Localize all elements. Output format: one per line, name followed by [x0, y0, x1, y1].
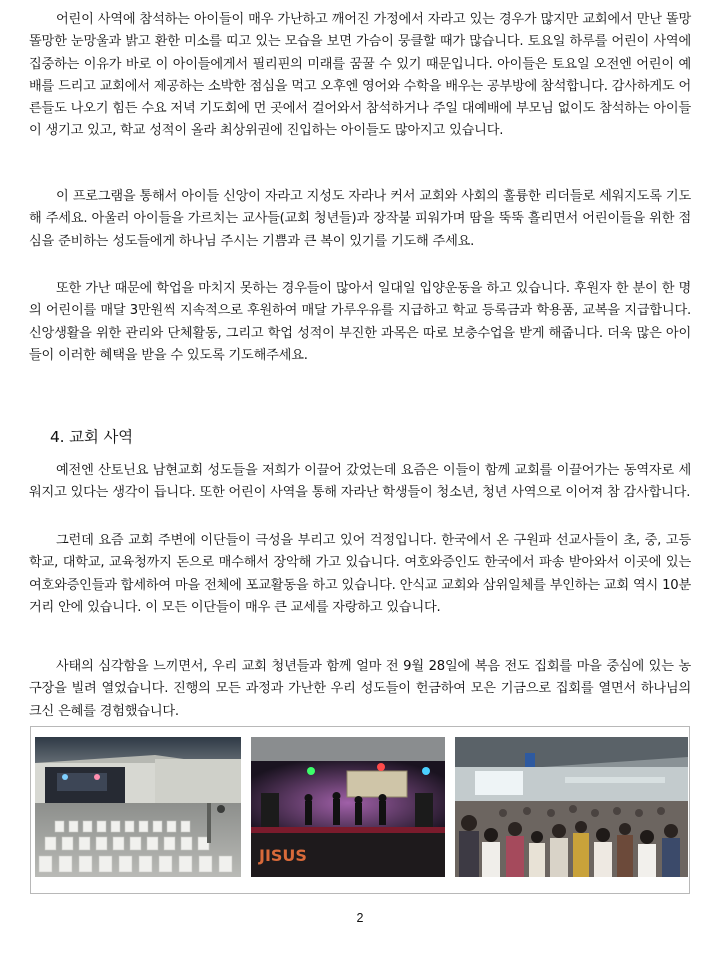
paragraph-text: 어린이 사역에 참석하는 아이들이 매우 가난하고 깨어진 가정에서 자라고 있는 경우가 많지만 교회에서 만난 똘망똘망한 눈망울과 밝고 환한 미소를 띠고 있는 모습을 보면 가슴이 뭉클할 때가 많습니다. 토요일 하루를 어린이 사역에 집중하는 이유가 바로 이 아이들에게서 필리핀의 미래를 꿈꿀 수 있기 때문입니다. 아이들은 토요일 오전엔 어린이 예배를 드리고 교회에서 제공하는 소박한 점심을 먹고 오후엔 영어와 수학을 배우는 공부방에 참석합니다. 감사하게도 어른들도 나오기 힘든 수요 저녁 기도회에 먼 곳에서 걸어와서 참석하거나 주일 대예배에 부모님 없이도 참석하는 아이들이 생기고 있고, 학교 성적이 올라 최상위권에 진입하는 아이들도 많아지고 있습니다.	[29, 12, 691, 139]
photo-concert-stage	[251, 737, 445, 877]
paragraph-text: 그런데 요즘 교회 주변에 이단들이 극성을 부리고 있어 걱정입니다. 한국에서 온 구원파 선교사들이 초, 중, 고등학교, 대학교, 교육청까지 돈으로 매수해서 장악해 가고 있습니다. 여호와증인도 한국에서 파송 받아와서 이곳에 있는 여호와증인들과 합세하여 마을 전체에 포교활동을 하고 있습니다. 안식교 교회와 삼위일체를 부인하는 교회 역시 10분 거리 안에 있습니다. 이 모든 이단들이 매우 큰 교세를 자랑하고 있습니다.	[29, 533, 691, 615]
paragraph-children-ministry	[29, 9, 691, 143]
paragraph-text: 또한 가난 때문에 학업을 마치지 못하는 경우들이 많아서 일대일 입양운동을 하고 있습니다. 후원자 한 분이 한 명의 어린이를 매달 3만원씩 지속적으로 후원하여 매달 가루우유를 지급하고 학교 등록금과 학용품, 교복을 지급합니다. 신앙생활을 위한 관리와 단체활동, 그리고 학업 성적이 부진한 과목은 따로 보충수업을 받게 해줍니다. 더욱 많은 아이들이 이러한 혜택을 받을 수 있도록 기도해주세요.	[29, 281, 691, 363]
paragraph-prayer-request	[29, 186, 691, 253]
section-heading: 4. 교회 사역	[50, 428, 133, 446]
photo-strip	[30, 726, 690, 894]
paragraph-adoption-program	[29, 278, 691, 367]
photo-crowd-rally	[455, 737, 688, 877]
paragraph-church-partners	[29, 460, 691, 505]
paragraph-text: 사태의 심각함을 느끼면서, 우리 교회 청년들과 함께 얼마 전 9월 28일에 복음 전도 집회를 마을 중심에 있는 농구장을 빌려 열었습니다. 진행의 모든 과정과 가난한 우리 성도들이 헌금하여 모은 기금으로 집회를 열면서 하나님의 크신 은혜를 경험했습니다.	[29, 659, 691, 719]
paragraph-heresy-concern	[29, 530, 691, 619]
paragraph-text: 예전엔 산토닌요 남현교회 성도들을 저희가 이끌어 갔었는데 요즘은 이들이 함께 교회를 이끌어가는 동역자로 세워지고 있다는 생각이 듭니다. 또한 어린이 사역을 통해 자라난 학생들이 청소년, 청년 사역으로 이어져 참 감사합니다.	[29, 463, 691, 501]
paragraph-text: 이 프로그램을 통해서 아이들 신앙이 자라고 지성도 자라나 커서 교회와 사회의 훌륭한 리더들로 세워지도록 기도해 주세요. 아울러 아이들을 가르치는 교사들(교회 청년들)과 장작불 피워가며 땀을 뚝뚝 흘리면서 어린이들을 위한 점심을 준비하는 성도들에게 하나님 주시는 기쁨과 큰 복이 있기를 기도해 주세요.	[29, 189, 691, 249]
stage-sign-text: JISUS	[259, 846, 307, 865]
photo-chairs-court	[35, 737, 241, 877]
paragraph-evangelism-rally	[29, 656, 691, 723]
page-number: 2	[356, 911, 364, 925]
